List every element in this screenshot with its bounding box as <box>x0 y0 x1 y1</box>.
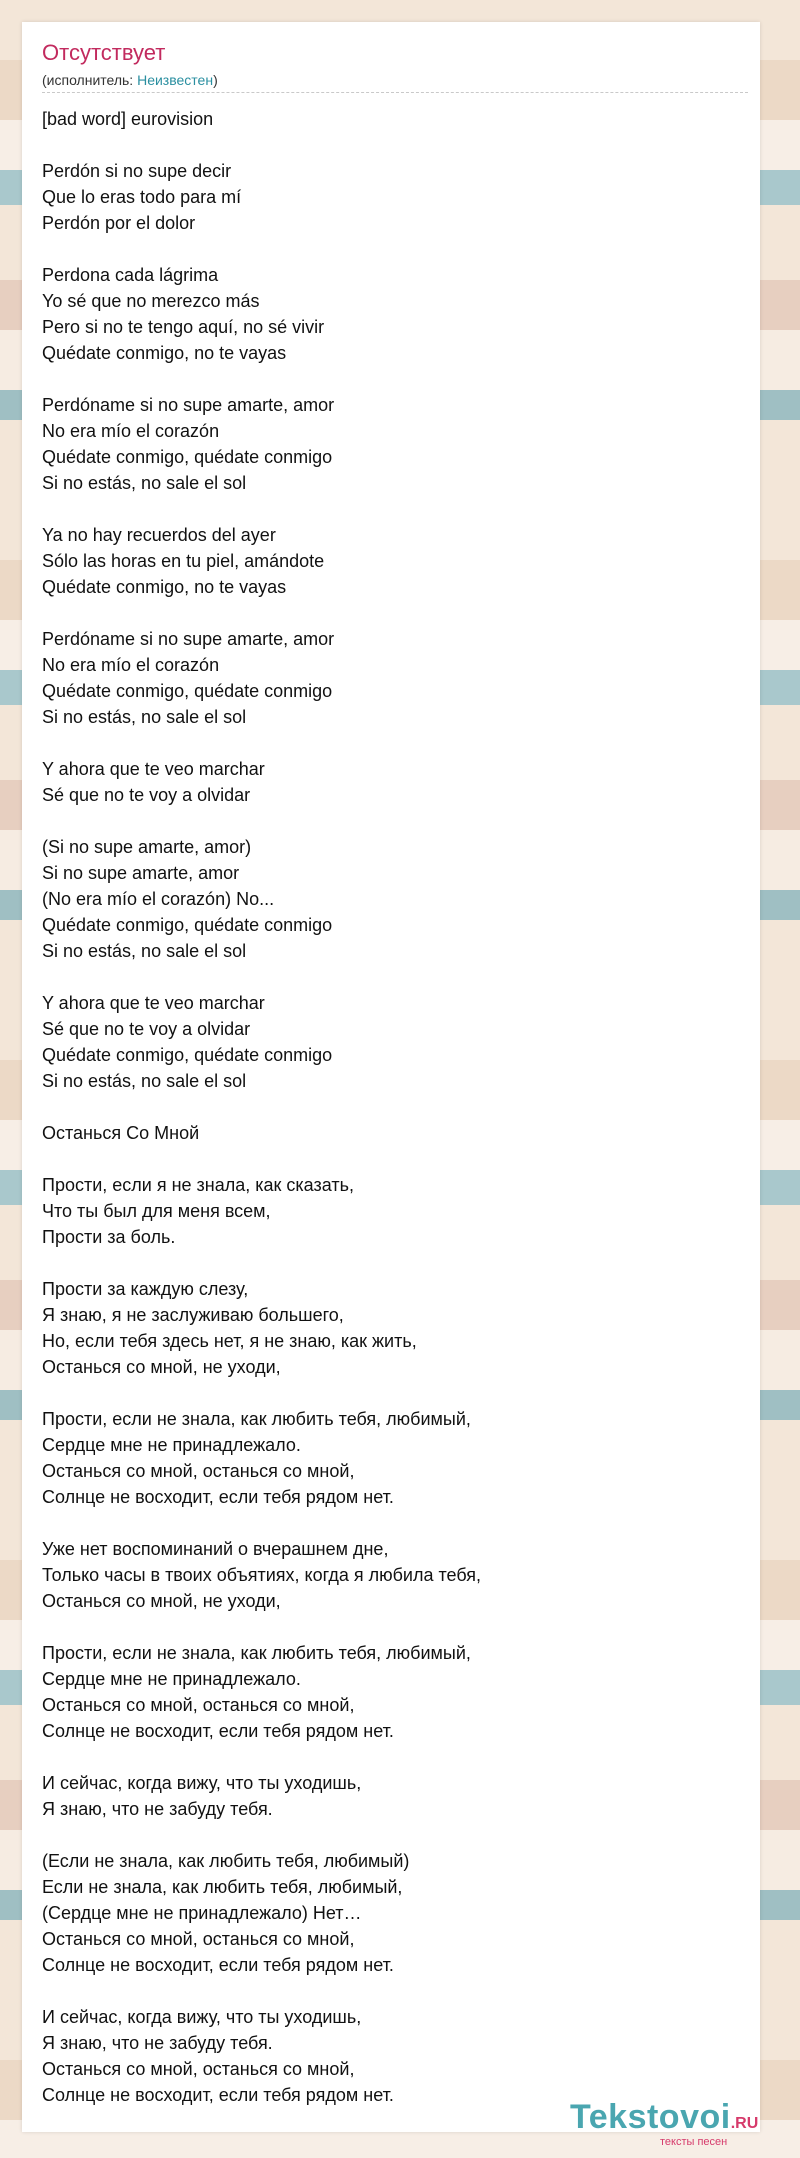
artist-suffix: ) <box>213 72 218 88</box>
lyric-line: Солнце не восходит, если тебя рядом нет. <box>42 1721 394 1741</box>
lyric-line: Pero si no te tengo aquí, no sé vivir <box>42 317 325 337</box>
lyric-line: Я знаю, что не забуду тебя. <box>42 2033 273 2053</box>
lyric-line: Я знаю, я не заслуживаю большего, <box>42 1305 344 1325</box>
lyric-line: Quédate conmigo, no te vayas <box>42 343 287 363</box>
lyric-line: Sólo las horas en tu piel, amándote <box>42 551 325 571</box>
lyric-line: Останься со мной, не уходи, <box>42 1357 281 1377</box>
lyric-line: (No era mío el corazón) No... <box>42 889 275 909</box>
lyric-line: Ya no hay recuerdos del ayer <box>42 525 276 545</box>
lyric-line: Останься Со Мной <box>42 1123 200 1143</box>
logo-main-text: Tekstovoi <box>570 2098 731 2136</box>
lyric-line: Quédate conmigo, quédate conmigo <box>42 915 333 935</box>
lyric-line <box>42 808 742 834</box>
site-logo[interactable] <box>570 2098 759 2148</box>
lyric-line: Perdóname si no supe amarte, amor <box>42 629 335 649</box>
lyric-line: Sé que no te voy a olvidar <box>42 785 251 805</box>
lyric-line: Солнце не восходит, если тебя рядом нет. <box>42 1487 394 1507</box>
lyric-line: Perdona cada lágrima <box>42 265 219 285</box>
artist-line <box>42 72 218 88</box>
lyric-line: Si no supe amarte, amor <box>42 863 240 883</box>
lyric-line: Y ahora que te veo marchar <box>42 993 265 1013</box>
lyric-line: Sé que no te voy a olvidar <box>42 1019 251 1039</box>
lyric-line: Прости, если я не знала, как сказать, <box>42 1175 354 1195</box>
lyric-line: Perdón si no supe decir <box>42 161 232 181</box>
lyric-line: Останься со мной, останься со мной, <box>42 1695 355 1715</box>
lyric-line: Si no estás, no sale el sol <box>42 1071 247 1091</box>
lyric-line: Прости, если не знала, как любить тебя, любимый, <box>42 1409 471 1429</box>
lyric-line: Прости за боль. <box>42 1227 176 1247</box>
lyric-line: Прости за каждую слезу, <box>42 1279 249 1299</box>
lyric-line <box>42 1250 742 1276</box>
lyric-line: (Сердце мне не принадлежало) Нет… <box>42 1903 362 1923</box>
lyric-line <box>42 1978 742 2004</box>
lyrics-text <box>42 106 742 2108</box>
lyric-line: Quédate conmigo, quédate conmigo <box>42 1045 333 1065</box>
lyric-line: Perdóname si no supe amarte, amor <box>42 395 335 415</box>
lyric-line: Si no estás, no sale el sol <box>42 707 247 727</box>
lyric-line <box>42 1094 742 1120</box>
lyric-line: [bad word] eurovision <box>42 109 214 129</box>
logo-tld-text: .RU <box>730 2115 759 2132</box>
lyric-line: (Si no supe amarte, amor) <box>42 837 252 857</box>
lyric-line: Уже нет воспоминаний о вчерашнем дне, <box>42 1539 389 1559</box>
lyric-line: Si no estás, no sale el sol <box>42 941 247 961</box>
lyric-line: И сейчас, когда вижу, что ты уходишь, <box>42 2007 362 2027</box>
lyric-line: Y ahora que te veo marchar <box>42 759 265 779</box>
lyric-line: И сейчас, когда вижу, что ты уходишь, <box>42 1773 362 1793</box>
lyric-line: Солнце не восходит, если тебя рядом нет. <box>42 1955 394 1975</box>
lyric-line <box>42 366 742 392</box>
lyric-line <box>42 132 742 158</box>
lyric-line <box>42 1146 742 1172</box>
lyric-line: Si no estás, no sale el sol <box>42 473 247 493</box>
lyric-line: No era mío el corazón <box>42 655 220 675</box>
logo-tagline: тексты песен <box>660 2136 728 2148</box>
lyrics-card <box>22 22 760 2132</box>
lyric-line: Perdón por el dolor <box>42 213 196 233</box>
lyric-line: Солнце не восходит, если тебя рядом нет. <box>42 2085 394 2105</box>
artist-link[interactable]: Неизвестен <box>137 72 214 88</box>
lyric-line <box>42 600 742 626</box>
song-title: Отсутствует <box>42 40 166 65</box>
lyric-line: Quédate conmigo, quédate conmigo <box>42 681 333 701</box>
lyric-line: Останься со мной, не уходи, <box>42 1591 281 1611</box>
lyric-line: Останься со мной, останься со мной, <box>42 1929 355 1949</box>
lyric-line: Quédate conmigo, no te vayas <box>42 577 287 597</box>
lyric-line <box>42 964 742 990</box>
lyric-line: Если не знала, как любить тебя, любимый, <box>42 1877 403 1897</box>
lyric-line <box>42 1380 742 1406</box>
lyric-line <box>42 1822 742 1848</box>
lyric-line <box>42 1744 742 1770</box>
lyric-line: Прости, если не знала, как любить тебя, любимый, <box>42 1643 471 1663</box>
lyric-line: Yo sé que no merezco más <box>42 291 260 311</box>
title-divider <box>42 92 748 93</box>
lyric-line: Но, если тебя здесь нет, я не знаю, как жить, <box>42 1331 417 1351</box>
lyric-line <box>42 496 742 522</box>
artist-prefix: (исполнитель: <box>42 72 138 88</box>
lyric-line: Сердце мне не принадлежало. <box>42 1669 301 1689</box>
lyric-line: (Если не знала, как любить тебя, любимый) <box>42 1851 410 1871</box>
lyric-line: Только часы в твоих объятиях, когда я любила тебя, <box>42 1565 482 1585</box>
lyric-line <box>42 236 742 262</box>
lyric-line: Останься со мной, останься со мной, <box>42 1461 355 1481</box>
lyric-line: Que lo eras todo para mí <box>42 187 242 207</box>
lyric-line: Quédate conmigo, quédate conmigo <box>42 447 333 467</box>
lyric-line <box>42 1614 742 1640</box>
lyric-line: Я знаю, что не забуду тебя. <box>42 1799 273 1819</box>
lyric-line: Сердце мне не принадлежало. <box>42 1435 301 1455</box>
lyric-line <box>42 1510 742 1536</box>
lyric-line: Останься со мной, останься со мной, <box>42 2059 355 2079</box>
lyric-line: No era mío el corazón <box>42 421 220 441</box>
lyric-line: Что ты был для меня всем, <box>42 1201 271 1221</box>
lyric-line <box>42 730 742 756</box>
